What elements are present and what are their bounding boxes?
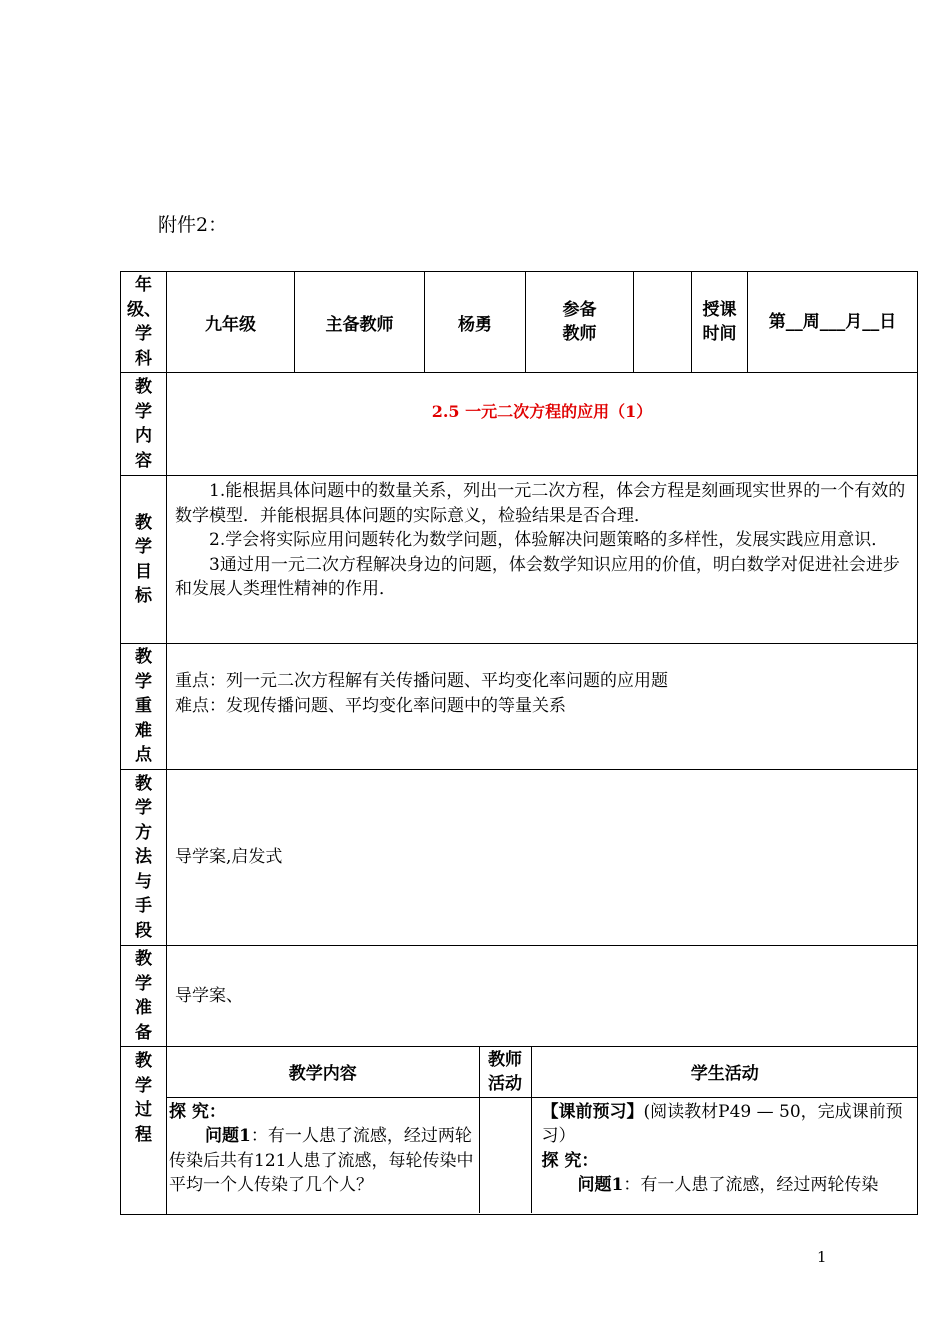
right-question-label: 问题1 — [577, 1175, 624, 1195]
right-heading: 探 究： — [541, 1150, 599, 1171]
lesson-plan-table — [120, 271, 918, 1215]
preparation-label: 教学准备 — [121, 946, 167, 1047]
assist-teacher-label: 参备教师 — [526, 272, 634, 373]
right-question-text: ：有一人患了流感，经过两轮传染 — [623, 1175, 879, 1195]
process-content-cell — [167, 1097, 479, 1213]
methods-text: 导学案,启发式 — [167, 770, 918, 946]
process-label: 教学过程 — [121, 1047, 167, 1215]
preview-label: 【课前预习】 — [541, 1101, 644, 1122]
key-points-label: 教学重难点 — [121, 644, 167, 770]
difficulty-point: 难点：发现传播问题、平均变化率问题中的等量关系 — [175, 695, 566, 716]
lesson-title: 2.5 一元二次方程的应用（1） — [167, 373, 918, 476]
content-label: 教学内容 — [121, 373, 167, 476]
left-heading: 探 究： — [169, 1101, 226, 1122]
goal-item: 2.学会将实际应用问题转化为数学问题，体验解决问题策略的多样性，发展实践应用意识． — [209, 530, 889, 550]
goals-label: 教学目标 — [121, 476, 167, 644]
process-cell — [167, 1047, 918, 1215]
preview-text: (阅读教材P49 — 50，完成课前预习） — [541, 1101, 903, 1146]
main-teacher-value: 杨勇 — [425, 272, 526, 373]
preparation-text: 导学案、 — [167, 946, 918, 1047]
process-col-student: 学生活动 — [531, 1047, 918, 1097]
class-time-label: 授课时间 — [692, 272, 748, 373]
key-points-text — [167, 644, 918, 770]
process-student-cell — [531, 1097, 918, 1213]
class-time-value: 第__周___月__日 — [748, 272, 918, 373]
process-col-teacher: 教师活动 — [479, 1047, 531, 1097]
goals-text — [167, 476, 918, 644]
main-teacher-label: 主备教师 — [295, 272, 425, 373]
process-table — [167, 1047, 918, 1213]
grade-subject-label: 年级、学科 — [121, 272, 167, 373]
goal-item: 3通过用一元二次方程解决身边的问题，体会数学知识应用的价值，明白数学对促进社会进步和发展人类理性精神的作用． — [175, 554, 900, 599]
methods-label: 教学方法与手段 — [121, 770, 167, 946]
goal-item: 1.能根据具体问题中的数量关系，列出一元二次方程，体会方程是刻画现实世界的一个有效的数学模型．并能根据具体问题的实际意义，检验结果是否合理． — [175, 481, 906, 526]
process-col-content: 教学内容 — [167, 1047, 479, 1097]
left-question-label: 问题1 — [205, 1126, 251, 1146]
page-number: 1 — [817, 1248, 827, 1266]
assist-teacher-value — [634, 272, 692, 373]
left-question-text: ：有一人患了流感，经过两轮传染后共有121人患了流感，每轮传染中平均一个人传染了几个人？ — [169, 1126, 474, 1195]
grade-value: 九年级 — [167, 272, 295, 373]
key-point: 重点：列一元二次方程解有关传播问题、平均变化率问题的应用题 — [175, 671, 668, 691]
attachment-label: 附件2： — [158, 214, 228, 236]
process-teacher-cell — [479, 1097, 531, 1213]
